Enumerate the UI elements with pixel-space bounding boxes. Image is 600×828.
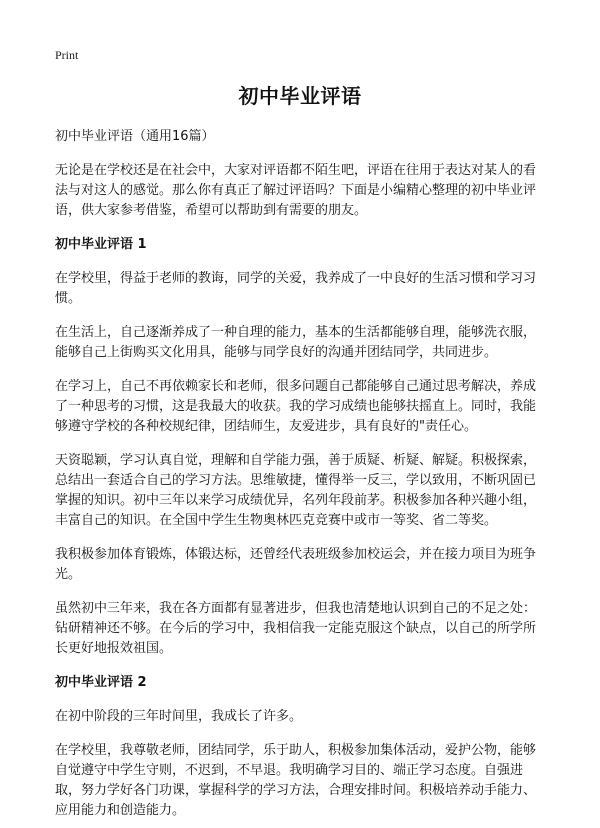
section-paragraph: 在学习上，自己不再依赖家长和老师，很多问题自己都能够自己通过思考解决，养成了一种思考的习惯，这是我最大的收获。我的学习成绩也能够扶摇直上。同时，我能够遵守学校的各种校规纪律，团结师生，友爱进步，具有良好的"责任心。 xyxy=(55,379,537,434)
document-title: 初中毕业评语 xyxy=(238,84,362,108)
section-paragraph: 在学校里，我尊敬老师，团结同学，乐于助人，积极参加集体活动，爱护公物，能够自觉遵守中学生守则，不迟到，不早退。我明确学习目的、端正学习态度。自强进取，努力学好各门功课，掌握科学的学习方法，合理安排时间。积极培养动手能力、应用能力和创造能力。 xyxy=(55,743,537,818)
section-paragraph: 在初中阶段的三年时间里，我成长了许多。 xyxy=(55,709,303,724)
section-paragraph: 我积极参加体育锻炼，体锻达标，还曾经代表班级参加校运会，并在接力项目为班争光。 xyxy=(55,547,537,582)
section-heading: 初中毕业评语 1 xyxy=(55,237,147,252)
section-paragraph: 天资聪颖，学习认真自觉，理解和自学能力强，善于质疑、析疑、解疑。积极探索，总结出一套适合自己的学习方法。思维敏捷，懂得举一反三，学以致用，不断巩固已掌握的知识。初中三年以来学习成绩优异，名列年段前茅。积极参加各种兴趣小组，丰富自己的知识。在全国中学生生物奥林匹克竞赛中或市一等奖、省二等奖。 xyxy=(55,453,537,528)
section-paragraph: 在学校里，得益于老师的教诲，同学的关爱，我养成了一中良好的生活习惯和学习习惯。 xyxy=(55,271,537,306)
section-1 xyxy=(55,235,545,659)
section-heading: 初中毕业评语 2 xyxy=(55,675,147,690)
intro-paragraph: 无论是在学校还是在社会中，大家对评语都不陌生吧，评语在往用于表达对某人的看法与对这人的感觉。那么你有真正了解过评语吗？下面是小编精心整理的初中毕业评语，供大家参考借鉴，希望可以帮助到有需要的朋友。 xyxy=(55,163,537,218)
section-paragraph: 在生活上，自己逐渐养成了一种自理的能力，基本的生活都能够自理，能够洗衣服，能够自己上街购买文化用具，能够与同学良好的沟通并团结同学，共同进步。 xyxy=(55,325,537,360)
section-2 xyxy=(55,673,545,821)
section-paragraph: 虽然初中三年来，我在各方面都有显著进步，但我也清楚地认识到自己的不足之处：钻研精神还不够。在今后的学习中，我相信我一定能克服这个缺点，以自己的所学所长更好地报效祖国。 xyxy=(55,601,537,656)
document-subtitle: 初中毕业评语（通用16篇） xyxy=(55,129,215,144)
print-link[interactable]: Print xyxy=(55,48,79,62)
